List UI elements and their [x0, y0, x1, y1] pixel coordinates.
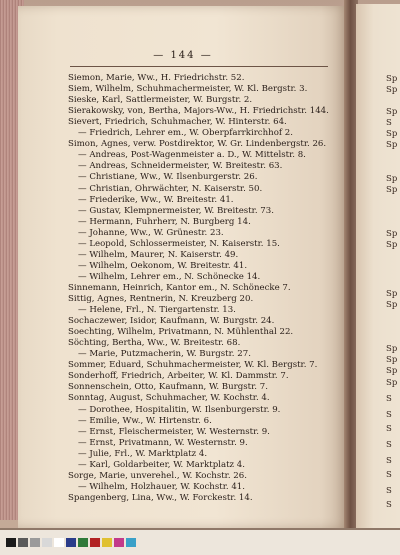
header-rule: [70, 66, 328, 67]
right-page-edge: [356, 4, 400, 528]
color-swatch: [102, 538, 112, 547]
color-swatch: [90, 538, 100, 547]
directory-entry: Sierakowsky, von, Bertha, Majors-Ww., H. Friedrichstr. 144.: [68, 106, 329, 117]
directory-entry: Sorge, Marie, unverehel., W. Kochstr. 26.: [68, 470, 247, 481]
directory-subentry: — Karl, Goldarbeiter, W. Marktplatz 4.: [78, 459, 245, 470]
right-page-fragment: Sp: [386, 107, 398, 117]
right-page-fragment: Sp: [386, 185, 398, 195]
directory-subentry: — Johanne, Ww., W. Grünestr. 23.: [78, 227, 224, 238]
right-page-fragment: Sp: [386, 140, 398, 150]
directory-subentry: — Andreas, Post-Wagenmeister a. D., W. Mittelstr. 8.: [78, 150, 306, 161]
page-number: — 144 —: [153, 50, 213, 61]
directory-subentry: — Andreas, Schneidermeister, W. Breitestr. 63.: [78, 161, 283, 172]
right-page-fragment: Sp: [386, 85, 398, 95]
directory-subentry: — Ernst, Fleischermeister, W. Westernstr. 9.: [78, 426, 270, 437]
left-page: [18, 6, 348, 528]
right-page-fragment: Sp: [386, 300, 398, 310]
directory-subentry: — Leopold, Schlossermeister, N. Kaiserstr. 15.: [78, 238, 280, 249]
right-page-fragment: S: [386, 500, 392, 510]
directory-subentry: — Wilhelm, Maurer, N. Kaiserstr. 49.: [78, 249, 239, 260]
color-swatch: [30, 538, 40, 547]
right-page-fragment: S: [386, 456, 392, 466]
right-page-fragment: S: [386, 440, 392, 450]
directory-entry: Siem, Wilhelm, Schuhmachermeister, W. Kl. Bergstr. 3.: [68, 84, 308, 95]
directory-subentry: — Christian, Ohrwächter, N. Kaiserstr. 50.: [78, 183, 263, 194]
right-page-fragment: S: [386, 424, 392, 434]
directory-entry: Sonntag, August, Schuhmacher, W. Kochstr. 4.: [68, 393, 270, 404]
right-page-fragment: Sp: [386, 378, 398, 388]
color-swatch: [114, 538, 124, 547]
directory-entry: Siemon, Marie, Ww., H. Friedrichstr. 52.: [68, 73, 245, 83]
directory-entry: Spangenberg, Lina, Ww., W. Forckestr. 14.: [68, 492, 253, 503]
right-page-fragment: S: [386, 410, 392, 420]
directory-entry: Sonderhoff, Friedrich, Arbeiter, W. Kl. Dammstr. 7.: [68, 371, 289, 382]
directory-subentry: — Gustav, Klempnermeister, W. Breitestr. 73.: [78, 205, 274, 216]
color-swatch: [66, 538, 76, 547]
directory-subentry: — Wilhelm, Lehrer em., N. Schönecke 14.: [78, 271, 261, 282]
color-swatch: [54, 538, 64, 547]
directory-subentry: — Wilhelm, Oekonom, W. Breitestr. 41.: [78, 260, 248, 271]
directory-subentry: — Christiane, Ww., W. Ilsenburgerstr. 26.: [78, 172, 258, 183]
directory-subentry: — Hermann, Fuhrherr, N. Burgberg 14.: [78, 216, 251, 227]
right-page-fragment: Sp: [386, 355, 398, 365]
color-swatch: [18, 538, 28, 547]
directory-entry: Sonnenschein, Otto, Kaufmann, W. Burgstr. 7.: [68, 382, 268, 393]
right-page-fragment: S: [386, 486, 392, 496]
directory-entry: Söchting, Bertha, Ww., W. Breitestr. 68.: [68, 338, 241, 349]
right-page-fragment: Sp: [386, 289, 398, 299]
directory-entry: Simon, Agnes, verw. Postdirektor, W. Gr. Lindenbergstr. 26.: [68, 139, 327, 150]
directory-entry: Sommer, Eduard, Schuhmachermeister, W. Kl. Bergstr. 7.: [68, 360, 318, 371]
directory-entry: Sievert, Friedrich, Schuhmacher, W. Hinterstr. 64.: [68, 117, 287, 128]
right-page-fragment: S: [386, 470, 392, 480]
right-page-fragment: Sp: [386, 344, 398, 354]
right-page-fragment: Sp: [386, 74, 398, 84]
directory-subentry: — Friederike, Ww., W. Breitestr. 41.: [78, 194, 234, 205]
right-page-fragment: Sp: [386, 174, 398, 184]
right-page-fragment: S: [386, 394, 392, 404]
directory-subentry: — Friedrich, Lehrer em., W. Oberpfarrkirchhof 2.: [78, 128, 293, 139]
directory-subentry: — Dorothee, Hospitalitin, W. Ilsenburgerstr. 9.: [78, 404, 281, 415]
right-page-fragment: S: [386, 118, 392, 128]
directory-entry: Sittig, Agnes, Rentnerin, N. Kreuzberg 20.: [68, 294, 254, 304]
directory-subentry: — Helene, Frl., N. Tiergartenstr. 13.: [78, 305, 236, 316]
directory-subentry: — Ernst, Privatmann, W. Westernstr. 9.: [78, 437, 248, 448]
directory-subentry: — Wilhelm, Holzhauer, W. Kochstr. 41.: [78, 481, 245, 492]
color-swatch: [6, 538, 16, 547]
directory-subentry: — Marie, Putzmacherin, W. Burgstr. 27.: [78, 349, 251, 360]
right-page-fragment: Sp: [386, 240, 398, 250]
right-page-fragment: Sp: [386, 229, 398, 239]
color-calibration-strip: [0, 530, 400, 555]
directory-entry: Sieske, Karl, Sattlermeister, W. Burgstr. 2.: [68, 95, 253, 106]
right-page-fragment: Sp: [386, 129, 398, 139]
directory-entry: Soechting, Wilhelm, Privatmann, N. Mühlenthal 22.: [68, 327, 294, 338]
directory-subentry: — Emilie, Ww., W. Hirtenstr. 6.: [78, 415, 212, 426]
color-swatch: [78, 538, 88, 547]
directory-entry: Sinnemann, Heinrich, Kantor em., N. Schönecke 7.: [68, 282, 291, 293]
directory-entry: Sochaczewer, Isidor, Kaufmann, W. Burgstr. 24.: [68, 316, 275, 327]
color-swatch: [42, 538, 52, 547]
color-swatch: [126, 538, 136, 547]
directory-subentry: — Julie, Frl., W. Marktplatz 4.: [78, 448, 208, 459]
right-page-fragment: Sp: [386, 366, 398, 376]
